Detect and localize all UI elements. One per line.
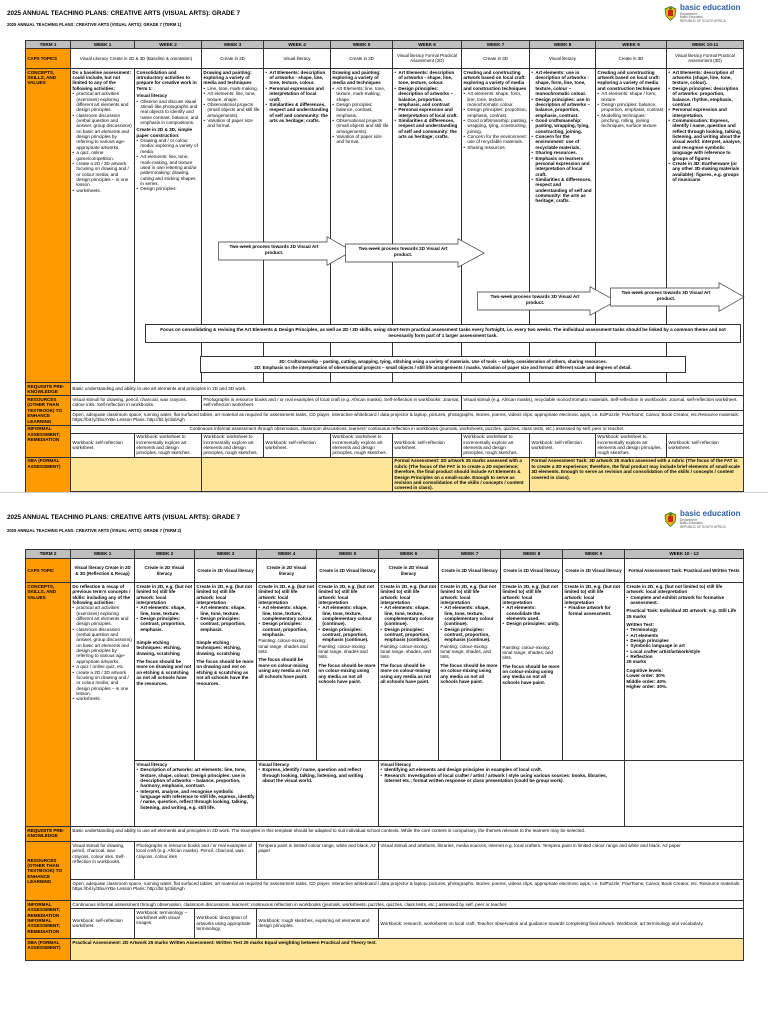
term2-concepts-w9 [563,583,625,761]
term2-topic-w2: Create in 2D Visual literacy [135,559,195,583]
term1-inf-top: Continuous informal assessment through observation, classroom discussions, learners' continuous reflection in workbooks (journals, worksheets, puzzles, quizzes, class tests, etc.) assessed by self, peer or teacher. [71,425,744,433]
list-item: • Design principles: contrast, proportion, emphasis (continue). [380,627,436,643]
dbe-logo-2 [664,509,740,530]
logo-line3: REPUBLIC OF SOUTH AFRICA [680,18,726,23]
term1-header-week9: WEEK 9 [596,41,667,49]
list-item: • Personal expression and interpretation of local craft. [265,86,328,102]
list-item: • Variation of paper size and format. [332,134,390,145]
term1-concepts-w1 [71,68,135,382]
term1-inf-w3: Workbook: worksheet to incrementally explore art elements and design principles, rough sketches. [202,433,264,457]
term2-w10-prac-marks: 25 marks [626,613,647,619]
dbe-logo [664,3,740,24]
term2-header-week8: WEEK 8 [501,550,563,559]
list-item: • a quiz, online game/competition. [72,150,132,161]
list-item: • practical art activities (exercises) exploring different art elements and design principles. [72,91,132,112]
term1-inf-w8: Workbook: self-reflection worksheet. [530,433,596,457]
list-item: • Good craftsmanship: pasting, wrapping, tying, constructing, joining. [463,118,527,134]
term2-res-w1: Visual stimuli for drawing, pencil, charcoal, wax crayons, colour inks. Self-reflection in workbooks. [71,842,135,880]
term1-inf-w1: Workbook: self-reflection worksheet. [71,433,135,457]
coat-of-arms-icon [664,512,677,527]
list-item: • Design principles: contrast, proportion, emphasis (continue). [318,627,376,643]
term1-res-open: Open, adequate classroom space, running water, flat surfaced tables, art material as required for assessment tasks, CD player, interactive whiteboard / data projector & laptop, pictures, photographs, stories, poems, videos clips, appropriate electronic apps, i.e. EdPuzzle; PowToons; Canva; Book Creator, etc.Resource materials: https://bit.ly/3bxAYBe Lesson Plans: http://bit.ly/3idiAgh [71,410,744,425]
term2-header-week9: WEEK 9 [563,550,625,559]
term1-inf-label: INFORMAL ASSESSMENT; REMEDIATION [26,425,71,457]
list-item: • Communication: Express, identify / name, question and reflect through looking, talking, listening, and writing about the visual world: interpret, analyse, and recognise symbolic language with reference to groups of figures [668,118,741,161]
term2-w8-focus: The focus should be more on colour-mixing using any media as not all schools have paint. [502,663,560,685]
term2-concepts-w4 [257,583,317,761]
logo-line2: Basic Education [680,15,703,20]
term2-w4-focus: The focus should be more on colour-mixing using any media as not all schools have paint. [258,657,310,679]
list-item: • Art Elements: description of artworks - shape, line, tone, texture, colour. [394,70,459,86]
list-item: • Art elements: line, tone, mark-making, and texture used in own lettering and/or patternmaking; drawing, cutting and sticking shapes in series. [136,154,199,186]
term1-page [0,0,768,490]
term1-header-week6: WEEK 6 [393,41,462,49]
term1-topic-w3: Create in 2D [202,48,264,68]
term1-header-week2: WEEK 2 [135,41,202,49]
term2-w10-cog-middle: Middle order: 40% [626,678,666,684]
term2-concepts-w2 [135,583,195,761]
term2-res-w6w10: Visual stimuli and artefacts, libraries, media sources, internet e.g. local crafters. Tempera paint in limited colour range and white and black. A2 paper [379,842,744,880]
list-item: • Design principles: proportion, emphasis, contrast. [463,107,527,118]
term1-table [25,40,744,500]
term2-inf-w4w5: Workbook: rough sketches, exploring art elements and design principles. [257,908,379,938]
list-item: • classroom discussion (verbal question and answer, group discussions) on basic art elements and design principles by referring to various age-appropriate artworks. [72,113,132,151]
list-item: • Design principles: description of artworks: proportion, balance, rhythm, emphasis, contrast [668,86,741,107]
list-item: • Personal expression and interpretation. [668,107,741,118]
logo-line2: Basic Education [680,521,703,526]
term2-w10-prac: Practical Task: Individual 2D artwork: e.g. Still Life [626,608,737,614]
term1-w2-head: Consolidation and introductory activities to prepare for creative work in Term 1: [136,69,197,91]
list-item: • practical art activities (exercises) exploring different art elements and design principles. [72,605,132,626]
list-item: • Modelling techniques: pinching, rolling, joining techniques, surface texture [597,113,664,129]
term2-concepts-label: CONCEPTS, SKILLS, AND VALUES [26,583,71,827]
list-item: • Art elements: shape, line, tone, texture, complementary colour (continue). [318,605,376,626]
term2-w5-focus: The focus should be more on colour-mixing using any media as not all schools have paint. [318,662,376,684]
term1-focus-note: Focus on consolidating & revising the Art Elements & Design Principles, as well as 2D / 3D skills, using short-term practical assessment tasks every fortnight, i.e. every two weeks. The individual assessment tasks should be linked by a common theme and not necessarily form part of 1 larger assessment task. [145,324,741,343]
term1-inf-w7: Workbook: worksheet to incrementally explore art elements and design principles, rough sketches. [462,433,530,457]
term1-req-label: REQUISITE PRE-KNOWLEDGE [26,382,71,395]
list-item: • Art Elements: description of artworks (shape, line, tone, texture, colour). [668,70,741,86]
list-item: • Art elements: shape, line, tone, texture, complementary colour (continue). [440,605,498,626]
list-item: • Concern for the environment: use of recyclable materials. [463,134,527,145]
term2-vl-w4w5 [257,761,379,827]
term1-header-week5: WEEK 5 [331,41,393,49]
term1-w3-head: Drawing and painting: exploring a variety of media and techniques [203,69,252,86]
term2-res-label: RESOURCES (OTHER THAN TEXTBOOK) TO ENHANCE LEARNING [26,842,71,901]
list-item: • Finalise artwork for formal assessment. [564,605,622,616]
term2-w9-head: Create in 2D, e.g. (but not limited to) still life artwork: local interpretation [564,583,621,605]
term2-w8-head: Create in 2D, e.g. (but not limited to) still life artwork: local interpretation [502,583,559,605]
list-item: • Reflection [626,654,741,659]
term2-topic-w6: Create in 2D Visual literacy [379,559,439,583]
term2-table [25,549,744,961]
list-item: • Similarities & differences, respect and understanding of self and community: the arts as heritage; crafts. [394,118,459,139]
list-item: • Variation of paper size and format. [203,118,261,129]
term2-title: 2025 ANNUAL TEACHING PLANS: CREATIVE ARTS (VISUAL ARTS): GRADE 7 [7,514,241,521]
list-item: • Design principles: balance, proportion, emphasis, contrast [597,102,664,113]
list-item: • Research: Investigation of local crafter / artist / artwork / style using various sources: books, libraries, internet etc.; format written response or class presentation (could be group work). [380,773,622,784]
term2-page [0,492,768,1024]
term1-header-term: TERM 1 [26,41,71,49]
term2-header-week2: WEEK 2 [135,550,195,559]
list-item: • Design principles: contrast, proportion, emphasis. [136,616,192,632]
list-item: • Observe and discuss visual stimuli like photographs and real objects to identify and name contrast, balance, and emphasis in compositions. [136,99,199,126]
term2-topic-w1: Visual literacy Create in 2D & 3D (Reflection & Recap) [71,559,135,583]
list-item: • Art elements: consolidate the elements used. [502,605,560,621]
term1-craft-note [200,356,686,373]
term2-vl-label: Visual literacy [258,761,290,767]
term2-w10-head: Create in 2D, e.g. (but not limited to) still life artwork: local interpretation [626,583,723,595]
term1-sba-label: SBA (FORMAL ASSESSMENT) [26,457,71,500]
list-item: • Design principles: use in description of artworks – balance, proportion, emphasis, contrast. [531,97,593,118]
term1-header-week10: WEEK 10-11 [667,41,744,49]
list-item: • Terminology [626,627,741,632]
term1-res-w3w6: Photographs in resource books and / or real examples of local craft (e.g. African masks). Self-reflection in workbooks: Journal, self-reflection worksheet. [202,396,462,411]
term2-concepts-w5 [317,583,379,761]
term2-vl-label: Visual literacy [380,761,412,767]
list-item: • Emphasis on learners personal expression and interpretation of local craft. [531,156,593,177]
list-item: • Create in 3D: Earthenware (or any other 3D-making materials available): figures, e.g. groups of musicians [668,161,741,182]
term2-vl-label: Visual literacy [136,761,168,767]
list-item: • Art elements [626,633,741,638]
term1-subtitle: 2025 ANNUAL TEACHING PLANS: CREATIVE ARTS (VISUAL ARTS): GRADE 7 (TERM 1) [7,22,182,27]
term2-w5-paint: Painting: colour-mixing: tonal range, shades and tints. [318,643,368,660]
arrow-3d-label-1: Two-week process towards 3D Visual Art product. [490,294,580,305]
list-item: • Concern for the environment: use of recyclable materials. [531,134,593,150]
term2-topic-w4: Create in 2D Visual literacy [257,559,317,583]
term1-header-week4: WEEK 4 [264,41,331,49]
term1-craft-2d: 2D: Emphasis on the interpretation of observational projects – small objects / still life arrangements / masks. Variation of paper size and format: different scale and degrees of detail. [254,364,632,370]
term1-topic-w1w2: Visual Literacy Create in 2D & 3D (Baseline & orientation) [71,48,202,68]
term2-inf-w6w10: Workbook: research, worksheets on local craft. Teacher observation and guidance towards completing final artwork. Workbook: art terminology and vocabulary. [379,908,744,938]
term1-res-label: RESOURCES (OTHER THAN TEXTBOOK) TO ENHANCE LEARNING [26,396,71,425]
arrow-2d-product-1 [218,236,353,266]
term2-topic-w3: Create in 2D Visual literacy [195,559,257,583]
list-item: • classroom discussion (verbal question and answer, group discussions) on basic art elements and design principles by referring to various age-appropriate artworks. [72,627,132,665]
term2-req-text: Basic understanding and ability to use art elements and principles in 2D work. The examples in this template should be adapted to suit individual school contexts. While the core content is compulsory, the themes relevant to the learners may be selected. [71,827,744,842]
term2-res-w2w3: Photographs in resource books and / or real examples of local craft (e.g. African masks). Pencil, charcoal, wax crayons, colour inks [135,842,257,880]
term1-inf-w10: Workbook: self-reflection worksheet. [667,433,744,457]
term1-header-week3: WEEK 3 [202,41,264,49]
term2-inf-w1: Workbook: self-reflection worksheet. [71,908,135,938]
list-item: • Design principles: contrast, proportion, emphasis. [258,621,314,637]
term2-inf-top: Continuous informal assessment through observation, classroom discussions, learners' continuous reflection in workbooks (journals, worksheets, puzzles, quizzes, class tests, etc.) assessed by self, peer or teacher. [71,901,744,909]
list-item: • Art elements: shape, form, line, tone, texture, monochromatic colour. [463,91,527,107]
list-item: • create a 2D / 3D artwork focusing on drawing and / or colour media; and design principles – in one lesson. [72,670,132,697]
term2-inf-w3: Workbook: description of artworks using appropriate terminology. [195,908,257,938]
term1-inf-w2: Workbook: worksheet to incrementally explore art elements and design principles, rough sketches. [135,433,202,457]
list-item: • Art elements: use in description of artworks - shape, form, line, tone, texture, colour – monochromatic colour. [531,70,593,97]
list-item: • Line, tone, mark-making. [203,86,261,91]
list-item: • Local crafter artist/artwork/style [626,649,741,654]
term2-w6-head: Create in 2D, e.g. (but not limited to) still life artwork: local interpretation [380,583,437,605]
term2-topic-w9: Create in 2D Visual literacy [563,559,625,583]
term1-res-w1w2: Visual stimuli for drawing, pencil, charcoal, wax crayons, colour inks. Self-reflection in workbooks. [71,396,202,411]
term2-res-w4w5: Tempera paint in limited colour range, white and black. A2 paper [257,842,379,880]
list-item: • Art elements: shape / form, texture [597,91,664,102]
list-item: • Symbolic language in art [626,643,741,648]
list-item: • Similarities & differences, respect and understanding of self and community: the arts as heritage; crafts. [265,102,328,123]
term2-concepts-w3 [195,583,257,761]
term1-w2-vl: Visual literacy [136,93,168,99]
term2-concepts-w10 [625,583,744,761]
arrow-2d-product-2 [345,238,485,268]
logo-line3: REPUBLIC OF SOUTH AFRICA [680,524,726,529]
list-item: • worksheets. [72,188,132,193]
list-item: • Art elements: shape, line, tone, texture, complementary colour (continue). [380,605,436,626]
term2-w3-focus: The focus should be more on drawing and not on etching & scratching as not all schools have the resources. [196,659,254,686]
term2-concepts-w8 [501,583,563,761]
list-item: • Similarities & differences, respect and understanding of self and community: the arts as heritage; crafts. [531,177,593,204]
term1-inf-w4: Workbook: self-reflection worksheet. [264,433,331,457]
term1-topic-w5: Create in 2D [331,48,393,68]
term1-topic-w4: Visual literacy [264,48,331,68]
term2-w6-paint: Painting: colour-mixing: tonal range, shades, and tints. [380,643,431,660]
term1-w5-head: Drawing and painting: exploring a variety of media and techniques [332,69,381,86]
term2-header-week6: WEEK 6 [379,550,439,559]
term2-header-term: TERM 2 [26,550,71,559]
term2-w2-etch: Simple etching techniques: etching, drawing, scratching [136,640,182,656]
term1-inf-w6: Workbook: self-reflection worksheet. [393,433,462,457]
list-item: • create a 2D / 3D artwork focusing on drawing and / or colour media; and design principles – in one lesson. [72,161,132,188]
arrow-2d-label-1: Two-week process towards 2D Visual Art product. [229,244,319,255]
term2-inf-w2: Workbook: terminology – worksheet with visual images. [135,908,195,938]
term2-w10-cog-lower: Lower order: 30% [626,673,665,679]
list-item: • worksheets. [72,696,132,701]
list-item: • Design principles: contrast, proportion, emphasis (continue). [440,627,498,643]
term2-header-week10: WEEK 10 - 12 [625,550,744,559]
term1-inf-w9: Workbook: worksheet to incrementally explore art elements and design principles, rough sketches. [596,433,667,457]
logo-line1: Department: [680,11,698,16]
term1-header-week8: WEEK 8 [530,41,596,49]
list-item: • Design principles [626,638,741,643]
logo-name: basic education [680,509,741,518]
term2-header-week3: WEEK 3 [195,550,257,559]
term2-w10-written-marks: 25 marks [626,659,647,665]
term1-header-week7: WEEK 7 [462,41,530,49]
term2-w4-head: Create in 2D, e.g. (but not limited to) still life artwork: local interpretation [258,583,315,605]
term2-header-week7: WEEK 7 [439,550,501,559]
term1-craft-3d: 3D: Craftsmanship – pasting, cutting, wrapping, tying, stitching using a variety of materials. Use of tools – safety, consideration of others, sharing resources. [279,359,607,364]
list-item: • Complete and exhibit artwork for formative assessment. [626,595,741,606]
term2-w10-cog: Cognitive levels: [626,667,663,673]
list-item: • Design principles: balance, contrast, emphasis. [332,102,390,118]
list-item: • Art elements: line, tone, texture, shape. [203,91,261,102]
term2-w2-focus: The focus should be more on drawing and not on etching & scratching as not all schools have the resources. [136,659,192,686]
term2-w3-head: Create in 2D, e.g. (but not limited to) still life artwork: local interpretation [196,583,253,605]
list-item: • Observational projects (small objects and still life arrangements). [332,118,390,134]
term2-topic-w8: Create in 2D Visual literacy [501,559,563,583]
term2-w10-cog-higher: Higher order: 30%. [626,683,668,689]
list-item: • Interpret, analyse, and recognise symbolic language with reference to still life, express, identify / name, question, reflect through looking, talking, listening, and writing, e.g. still life. [136,789,254,810]
list-item: • Design principles: description of artworks – balance, proportion, emphasis, and contrast [394,86,459,107]
term2-w5-head: Create in 2D, e.g. (but not limited to) still life artwork: local interpretation [318,583,375,605]
term1-w2-create: Create in 2D & 3D, simple paper construction: [136,127,193,138]
list-item: • Identifying art elements and design principles in examples of local craft. [380,767,622,772]
term2-header-week5: WEEK 5 [317,550,379,559]
term1-concepts-label: CONCEPTS, SKILLS, AND VALUES [26,68,71,382]
term2-sba-label: SBA (FORMAL ASSESSMENT) [26,938,71,960]
list-item: • Art Elements: line, tone, texture, mark-making, shape. [332,86,390,102]
arrow-3d-product-2 [610,282,745,312]
list-item: • a quiz / online quiz, etc. [72,664,132,669]
list-item: • Sharing resources. [463,145,527,150]
list-item: • Observational projects (small objects and still life arrangements). [203,102,261,118]
term1-inf-w5: Workbook: worksheet to incrementally explore art elements and design principles, rough sketches. [331,433,393,457]
list-item: • Personal expression and interpretation of local craft. [394,107,459,118]
term1-topic-w6: Visual literacy Formal Practical Assessment (2D) [393,48,462,68]
term1-w7-head: Creating and constructing artwork based on local craft: exploring a variety of media and construction techniques [463,69,527,91]
term1-sba-3d: Formal Assessment Task: 3D artwork 25 marks assessed with a rubric (The focus of the FAT is to create a 3D experience; therefore, the final product may include brief elements of small-scale 3D elements. Enough to serve as revision and consolidation of the skills / concepts / content covered in class). [530,457,744,492]
list-item: • Design principles: [136,186,199,191]
term2-header-week1: WEEK 1 [71,550,135,559]
term2-w7-paint: Painting: colour-mixing: tonal range, shades, and tints. [440,643,491,660]
term2-w8-paint: Painting: colour-mixing: tonal range, shades, and tints. [502,644,553,661]
list-item: • Art Elements: description of artworks - shape, line, tone, texture, colour. [265,70,328,86]
term2-concepts-w7 [439,583,501,761]
term2-w1-intro: Do reflection & recap of previous term's concepts / skills: including any of the following activities: [72,583,131,605]
list-item: • Art elements: shape, line, tone, texture. [136,605,192,616]
logo-name: basic education [680,3,741,12]
list-item: • Express, identify / name, question and reflect through looking, talking, listening, and writing about the visual world. [258,767,376,783]
term1-req-text: Basic understanding and ability to use art elements and principles in 2D and 3D work. [71,382,744,395]
logo-line1: Department: [680,517,698,522]
term2-topic-w10: Formal Assessment Task: Practical and Written Tests [625,559,744,583]
arrow-2d-label-2: Two-week process towards 2D Visual Art product. [358,246,448,257]
term2-req-label: REQUISITE PRE-KNOWLEDGE [26,827,71,842]
term2-topic-w5: Create in 2D Visual literacy [317,559,379,583]
term2-sba-text: Practical Assessment: 2D Artwork 25 marks Written Assessment: Written Test 25 marks Equal weighting between Practical and Theory test. [71,938,744,960]
term1-caps-label: CAPS TOPICS [26,48,71,68]
term1-topic-w10: Visual literacy Formal Practical Assessment (3D) [667,48,744,68]
list-item: • Design principles: unity. [502,621,560,626]
term2-w7-focus: The focus should be more on colour-mixing using any media as not all schools have paint. [440,662,498,684]
term2-subtitle: 2025 ANNUAL TEACHING PLANS: CREATIVE ARTS (VISUAL ARTS): GRADE 7 (TERM 2) [7,528,182,533]
term2-w3-etch: Simple etching techniques: etching, drawing, scratching [196,640,242,656]
term2-header-week4: WEEK 4 [257,550,317,559]
term2-w6-focus: The focus should be more on colour-mixing using any media as not all schools have paint. [380,662,432,684]
arrow-3d-product-1 [477,286,617,316]
term1-topic-w8: Visual literacy [530,48,596,68]
term1-w1-intro: Do a baseline assessment: could include, but not limited to any of the following activities: [72,69,132,91]
term1-header-week1: WEEK 1 [71,41,135,49]
term1-topic-w7: Create in 3D [462,48,530,68]
term2-inf-label: INFORMAL ASSESSMENT; REMEDIATION INFORMAL ASSESSMENT; REMEDIATION [26,901,71,939]
list-item: • Sharing resources. [531,150,593,155]
term1-sba-2d: Formal Assessment: 2D artwork 25 marks assessed with a rubric (The focus of the FAT is to create a 2D experience; therefore, the final product should include Art Elements & Design Principles on a small-scale. Enough to serve as revision and consolidation of the skills / concepts / content covered in class). [393,457,530,492]
term2-res-open: Open, adequate classroom space, running water, flat surfaced tables, art material as required for assessment tasks. CD player, interactive whiteboard / data projector & laptop, pictures, photographs, stories, poems, videos clips, appropriate electronic apps, i.e. EdPuzzle; PowToons; Canva; Book Creator, etc. Resource materials: https://bit.ly/3bxAYBe Lesson Plans: http://bit.ly/3idiAgh [71,880,744,901]
term2-w2-head: Create in 2D, e.g. (but not limited to) still life artwork: local interpretation [136,583,193,605]
term1-title: 2025 ANNUAL TEACHING PLANS: CREATIVE ARTS (VISUAL ARTS): GRADE 7 [7,10,241,17]
term2-topic-w7: Create in 2D Visual literacy [439,559,501,583]
list-item: • Art elements: shape, line, tone, texture, complementary colour. [258,605,314,621]
term2-caps-label: CAPS TOPIC [26,559,71,583]
coat-of-arms-icon [664,6,677,21]
term1-w9-head: Creating and constructing artwork based on local craft: exploring a variety of media and construction techniques [597,69,661,91]
term2-vl-w6w9 [379,761,625,827]
list-item: • Description of artworks: art elements: line, tone, texture, shape, colour; Design principles: use in description of artworks – balance, proportion, harmony, emphasis, contrast. [136,767,254,788]
term2-concepts-w1 [71,583,135,827]
list-item: • Drawing and / or colour media: exploring a variety of media [136,138,199,154]
list-item: • Design principles: contrast, proportion, emphasis. [196,616,254,632]
arrow-3d-label-2: Two-week process towards 3D Visual Art product. [621,290,711,301]
list-item: • Art elements: shape, line, tone, texture. [196,605,254,616]
term2-w7-head: Create in 2D, e.g. (but not limited to) still life artwork: local interpretation [440,583,497,605]
list-item: • Good craftsmanship: pasting, wrapping, tying, constructing, joining. [531,118,593,134]
term2-w10-written: Written Test: [626,621,655,627]
term1-res-w7w11: Visual stimuli (e.g. African masks), recyclable monochromatic materials. Self-reflection in workbooks: Journal, self-reflection worksheet. [462,396,744,411]
term2-concepts-w6 [379,583,439,761]
term1-topic-w9: Create in 3D [596,48,667,68]
term2-vl-w2w3 [135,761,257,827]
term2-w4-paint: Painting: colour-mixing: tonal range, shades and tints. [258,638,308,655]
